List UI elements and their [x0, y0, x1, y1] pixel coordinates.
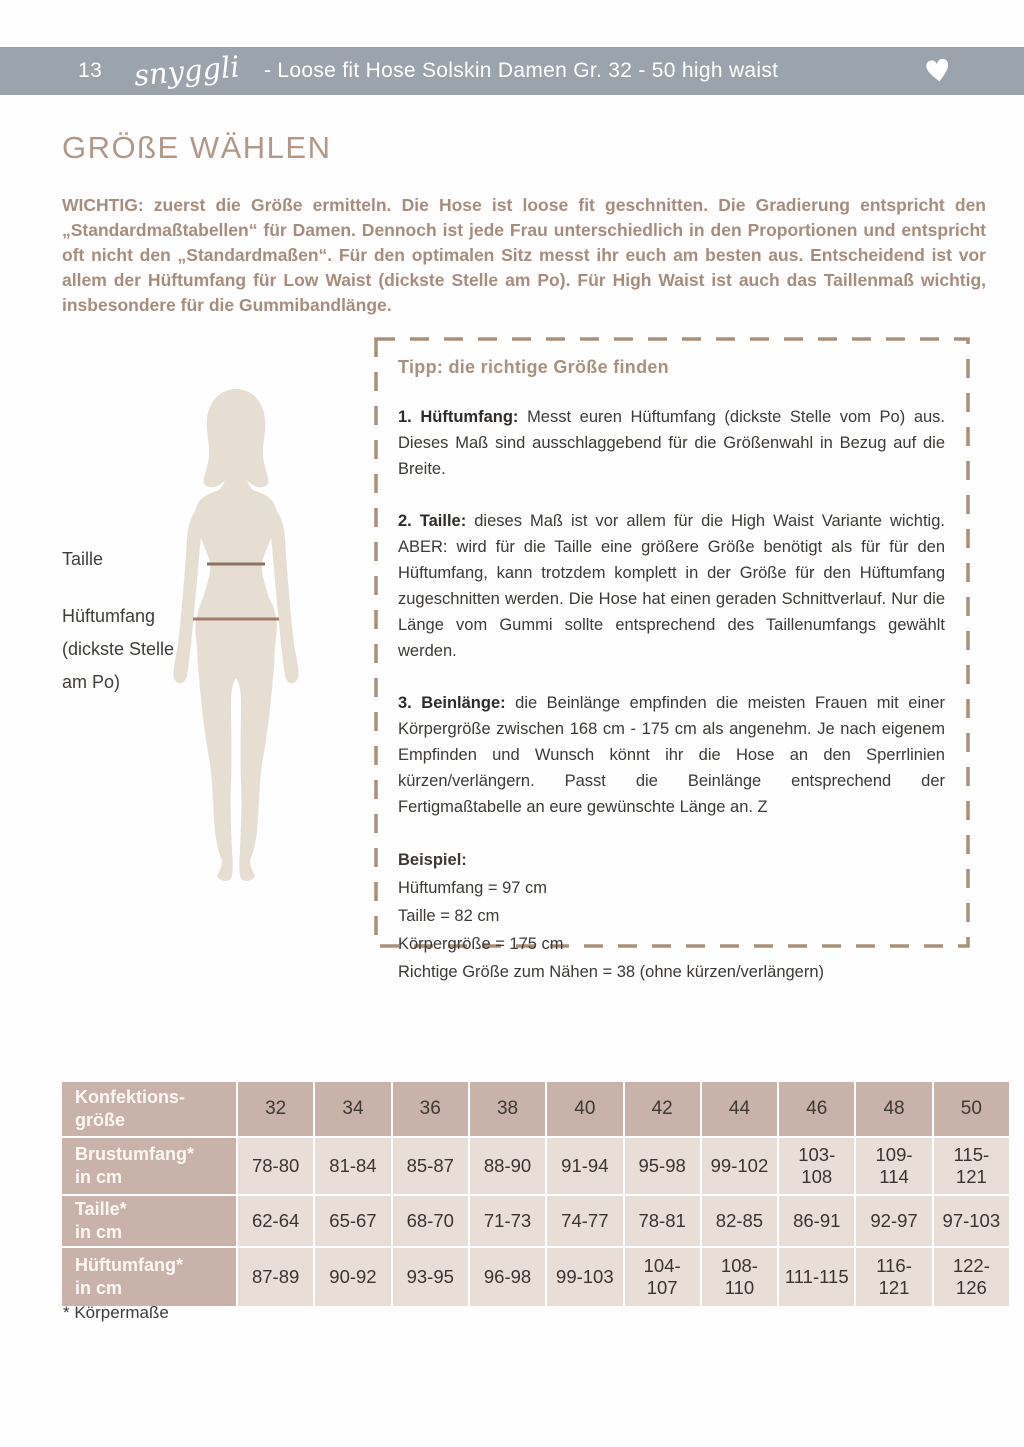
brand-logo: snyggli [133, 48, 242, 93]
example-title: Beispiel: [398, 851, 467, 869]
value-cell: 92-97 [856, 1196, 931, 1246]
tip-item-text: die Beinlänge empfinden die meisten Frauen mit einer Körpergröße zwischen 168 cm - 175 cm als angenehm. Je nach eigenem Empfinden und Wunsch könnt ihr die Hose an den Sperrlinien kürzen/verlängern. Passt die Beinlänge entsprechend der Fertigmaßtabelle an eure gewünschte Länge an. Z [398, 694, 945, 816]
size-header-cell: 48 [856, 1082, 931, 1136]
example-line: Taille = 82 cm [398, 907, 500, 925]
value-cell: 82-85 [702, 1196, 777, 1246]
tip-item-text: Messt euren Hüftumfang (dickste Stelle vom Po) aus. Dieses Maß sind ausschlaggebend für die Größenwahl in Bezug auf die Breite. [398, 408, 946, 478]
table-header-label: Konfektions- größe [62, 1082, 236, 1136]
value-cell: 116-121 [856, 1248, 931, 1306]
value-cell: 88-90 [470, 1138, 545, 1194]
size-header-cell: 44 [702, 1082, 777, 1136]
size-header-cell: 40 [547, 1082, 622, 1136]
tip-title: Tipp: die richtige Größe finden [398, 357, 669, 377]
tip-item-taille [398, 508, 945, 664]
example-line: Körpergröße = 175 cm [398, 935, 564, 953]
value-cell: 90-92 [315, 1248, 390, 1306]
document-title: - Loose fit Hose Solskin Damen Gr. 32 - 50 high waist [263, 59, 779, 82]
hip-label [62, 600, 174, 699]
size-header-cell: 34 [315, 1082, 390, 1136]
value-cell: 99-102 [702, 1138, 777, 1194]
page-number: 13 [78, 59, 103, 82]
value-cell: 68-70 [393, 1196, 468, 1246]
size-header-cell: 50 [934, 1082, 1009, 1136]
tip-item-hueftumfang [398, 404, 945, 482]
value-cell: 74-77 [547, 1196, 622, 1246]
value-cell: 62-64 [238, 1196, 313, 1246]
value-cell: 78-80 [238, 1138, 313, 1194]
example-line: Hüftumfang = 97 cm [398, 879, 548, 897]
waist-label: Taille [62, 549, 104, 569]
value-cell: 93-95 [393, 1248, 468, 1306]
value-cell: 95-98 [625, 1138, 700, 1194]
value-cell: 109-114 [856, 1138, 931, 1194]
tip-item-beinlaenge [398, 690, 945, 820]
tip-box [374, 337, 970, 981]
value-cell: 78-81 [625, 1196, 700, 1246]
value-cell: 115-121 [934, 1138, 1009, 1194]
size-header-cell: 38 [470, 1082, 545, 1136]
page-title: GRÖßE WÄHLEN [62, 130, 332, 165]
size-header-cell: 32 [238, 1082, 313, 1136]
tip-item-lead: 3. Beinlänge: [398, 694, 506, 712]
value-cell: 99-103 [547, 1248, 622, 1306]
heart-icon [924, 57, 952, 85]
hip-label-line: (dickste Stelle [62, 639, 175, 659]
table-footnote: * Körpermaße [63, 1303, 169, 1322]
tip-item-lead: 2. Taille: [398, 512, 467, 530]
tip-item-lead: 1. Hüftumfang: [398, 408, 519, 426]
row-label-brustumfang: Brustumfang* in cm [62, 1138, 236, 1194]
size-header-cell: 46 [779, 1082, 854, 1136]
value-cell: 122-126 [934, 1248, 1009, 1306]
value-cell: 85-87 [393, 1138, 468, 1194]
example-line: Richtige Größe zum Nähen = 38 (ohne kürzen/verlängern) [398, 963, 825, 981]
row-label-hueftumfang: Hüftumfang* in cm [62, 1248, 236, 1306]
value-cell: 65-67 [315, 1196, 390, 1246]
row-label-taille: Taille* in cm [62, 1196, 236, 1246]
value-cell: 81-84 [315, 1138, 390, 1194]
value-cell: 96-98 [470, 1248, 545, 1306]
value-cell: 108-110 [702, 1248, 777, 1306]
tip-item-text: dieses Maß ist vor allem für die High Waist Variante wichtig. ABER: wird für die Taille eine größere Größe benötigt als für für den Hüftumfang, kann trotzdem komplett in der Größe für den Hüftumfang zugeschnitten werden. Die Hose hat einen geraden Schnittverlauf. Nur die Länge vom Gummi sollte entsprechend des Taillenumfangs gewählt werden. [398, 512, 945, 660]
value-cell: 111-115 [779, 1248, 854, 1306]
example-block [398, 846, 945, 986]
value-cell: 97-103 [934, 1196, 1009, 1246]
hip-label-line: Hüftumfang [62, 606, 156, 626]
size-table [62, 1082, 1009, 1306]
size-header-cell: 42 [625, 1082, 700, 1136]
header-bar [0, 47, 1024, 95]
value-cell: 103-108 [779, 1138, 854, 1194]
value-cell: 104-107 [625, 1248, 700, 1306]
hip-label-line: am Po) [62, 672, 121, 692]
intro-paragraph: WICHTIG: zuerst die Größe ermitteln. Die Hose ist loose fit geschnitten. Die Gradierung entspricht den „Standardmaßtabellen“ für Damen. Dennoch ist jede Frau unterschiedlich in den Proportionen und entspricht oft nicht den „Standardmaßen“. Für den optimalen Sitz messt ihr euch am besten aus. Entscheidend ist vor allem der Hüftumfang für Low Waist (dickste Stelle am Po). Für High Waist ist auch das Taillenmaß wichtig, insbesondere für die Gummibandlänge. [62, 195, 986, 315]
value-cell: 87-89 [238, 1248, 313, 1306]
size-header-cell: 36 [393, 1082, 468, 1136]
value-cell: 86-91 [779, 1196, 854, 1246]
value-cell: 71-73 [470, 1196, 545, 1246]
value-cell: 91-94 [547, 1138, 622, 1194]
